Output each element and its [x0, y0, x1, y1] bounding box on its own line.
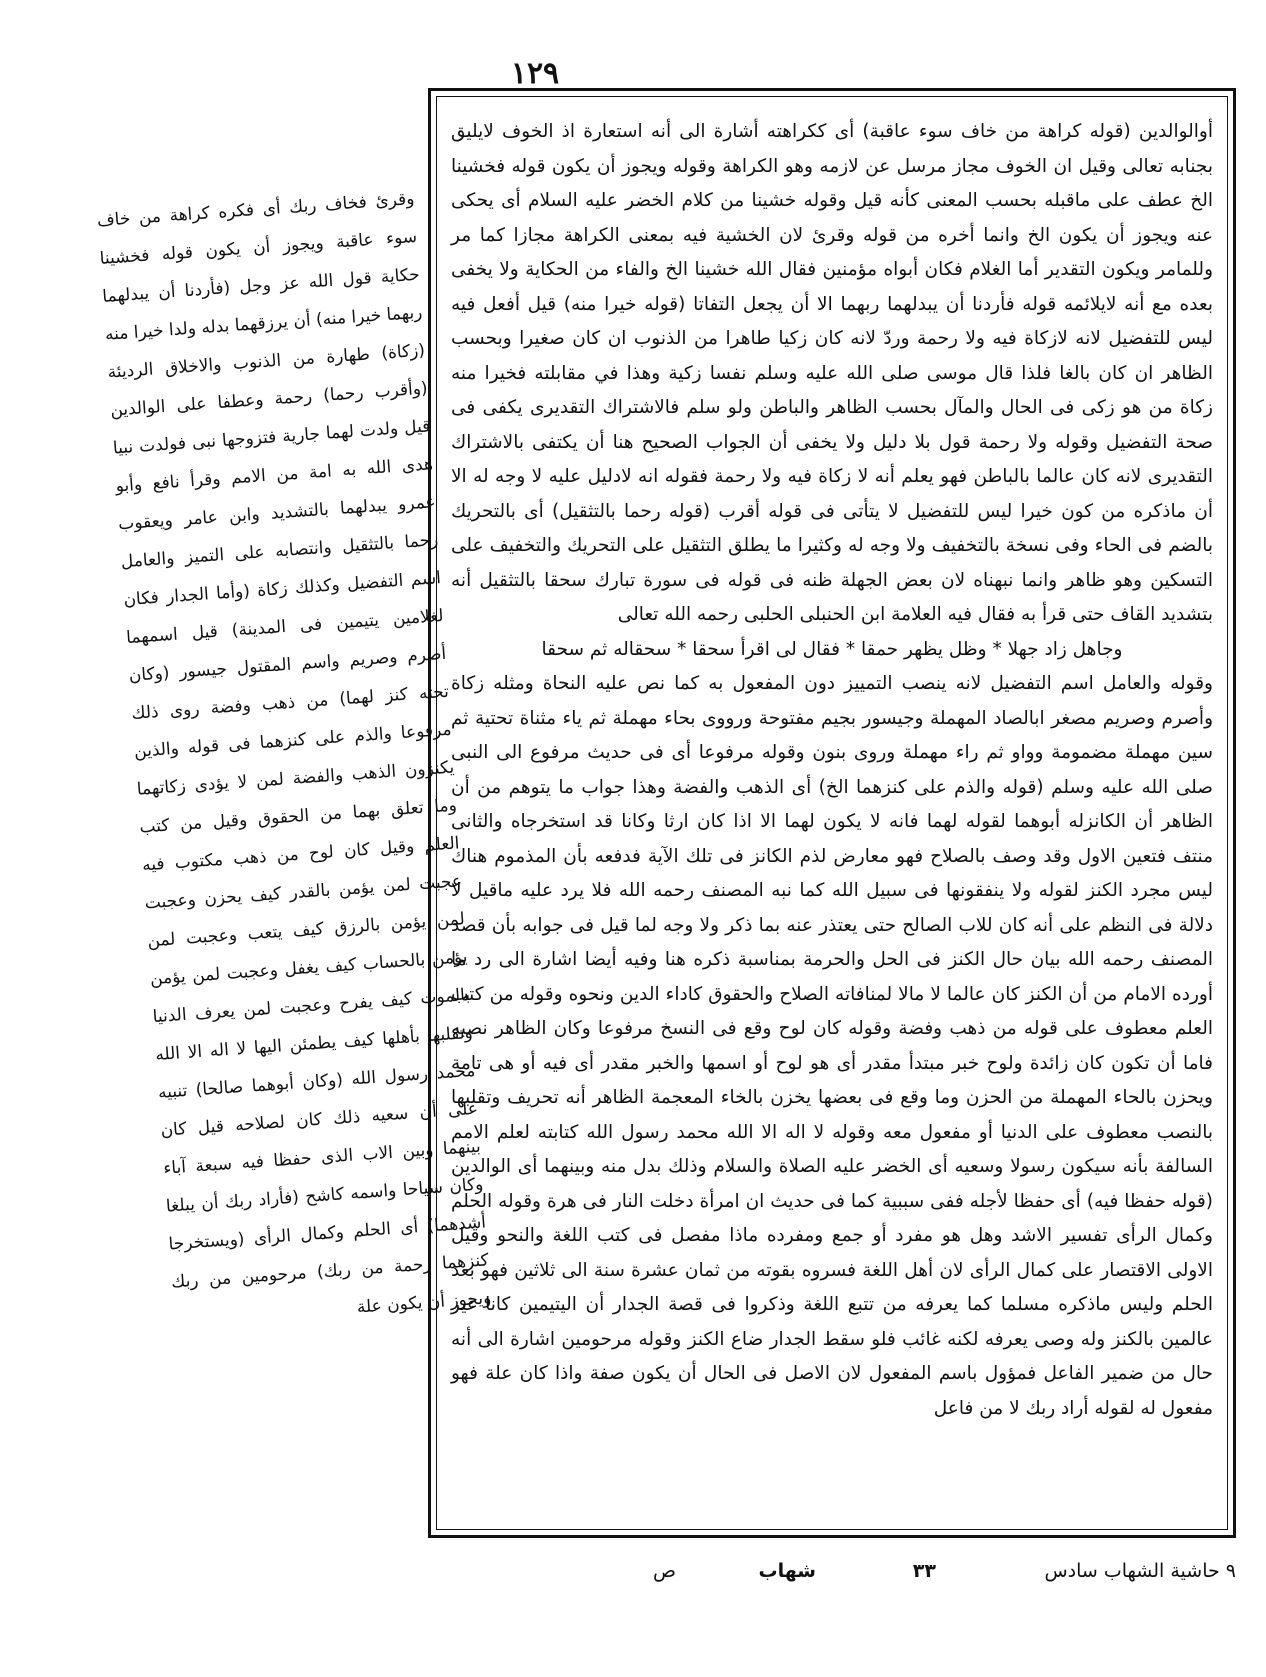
footer-signature-number: ٣٣ — [912, 1560, 936, 1582]
footer-signature-label: شهاب — [758, 1560, 816, 1582]
footer-section-mark: ص — [653, 1560, 676, 1582]
marginal-text: وقرئ فخاف ربك أى فكره كراهة من خاف سوء عاقبة ويجوز أن يكون قوله فخشينا حكاية قول الله عز وجل (فأردنا أن يبدلهما ربهما خيرا منه) أن يرزقهما بدله ولدا خيرا منه (زكاة) طهارة من الذنوب والاخلاق الرديئة (وأقرب رحما) رحمة وعطفا على الوالدين قيل ولدت لهما جارية فتزوجها نبى فولدت نبيا هدى الله به امة من الامم وقرأ نافع وأبو عمرو يبدلهما بالتشديد وابن عامر ويعقوب رحما بالتثقيل وانتصابه على التميز والعامل اسم التفضيل وكذلك زكاة (وأما الجدار فكان لغلامين يتيمين فى المدينة) قيل اسمهما أصرم وصريم واسم المقتول جيسور (وكان تحته كنز لهما) من ذهب وفضة روى ذلك مرفوعا والذم على كنزهما فى قوله والذين يكنزون الذهب والفضة لمن لا يؤدى زكاتهما وما تعلق بهما من الحقوق وقيل من كتب العلم وقيل كان لوح من ذهب مكتوب فيه عجبت لمن يؤمن بالقدر كيف يحزن وعجبت لمن يؤمن بالرزق كيف يتعب وعجبت لمن يؤمن بالحساب كيف يغفل وعجبت لمن يؤمن بالموت كيف يفرح وعجبت لمن يعرف الدنيا وتقلبها بأهلها كيف يطمئن اليها لا اله الا الله محمد رسول الله (وكان أبوهما صالحا) تنبيه على أن سعيه ذلك كان لصلاحه قيل كان بينهما وبين الاب الذى حفظا فيه سبعة آباء وكان سياحا واسمه كاشح (فأراد ربك أن يبلغا أشدهما) أى الحلم وكمال الرأى (ويستخرجا كنزهما رحمة من ربك) مرحومين من ربك ويجوز أن يكون علة — [96, 188, 492, 1318]
marginal-column — [95, 180, 492, 1440]
commentary-text — [451, 115, 1213, 1426]
commentary-paragraph-2: وقوله والعامل اسم التفضيل لانه ينصب التمييز دون المفعول به كما نص عليه النحاة ومثله زكاة وأصرم وصريم مصغر ابالصاد المهملة وجيسور بجيم مفتوحة ورووى بحاء مهملة ثم ياء مثناة تحتية ثم سين مهملة مضمومة وواو ثم راء مهملة وروى بنون وقوله مرفوعا أى فى حديث مرفوع الى النبى صلى الله عليه وسلم (قوله والذم على كنزهما الخ) أى الذهب والفضة وهذا جواب ما يتوهم من أن الظاهر أن الكانزله أبوهما لقوله لهما فانه لا يكون لهما الا اذا كان ارثا وكانا قد استخرجاه والثانى منتف فتعين الاول وقد وصف بالصلاح فهو معارض لذم الكانز فى تلك الآية فدفعه بأن المذموم هناك ليس مجرد الكنز لقوله ولا ينفقونها فى سبيل الله كما نبه المصنف رحمه الله فلا يرد عليه ماقيل لا دلالة فى النظم على أنه كان للاب الصالح حتى يعتذر عنه بما ذكر ولا وجه لما قيل فى جوابه بأن قصد المصنف رحمه الله بيان حال الكنز فى الحل والحرمة بمناسبة ذكره هنا وفيه أيضا اشارة الى رد ما أورده الامام من أن الكنز كان عالما لا مالا لمنافاته الصلاح والحقوق كاداء الدين ونحوه وقوله من كتب العلم معطوف على قوله من ذهب وفضة وقوله كان لوح وقع فى النسخ مرفوعا وكان الظاهر نصبه فاما أن تكون كان زائدة ولوح خبر مبتدأ مقدر أى هو لوح أو اسمها والخبر مقدر أى فيه أو هى تامة ويحزن بالحاء المهملة من الحزن وما وقع فى بعضها يخزن بالخاء المعجمة الظاهر أنه تحريف وتقلبها بالنصب معطوف على الدنيا أو مفعول معه وقوله لا اله الا الله محمد رسول الله كتابته لعلم الامم السالفة بأنه سيكون رسولا وسعيه أى الخضر عليه الصلاة والسلام وذلك بدل منه وبينهما أى الوالدين (قوله حفظا فيه) أى حفظا لأجله ففى سببية كما فى حديث ان امرأة دخلت النار فى هرة وقوله الحلم وكمال الرأى تفسير الاشد وهل هو مفرد أو جمع ومفرده ماذا مفصل فى كتب اللغة والنحو وقيل الاولى الاقتصار على كمال الرأى لان أهل اللغة فسروه بقوته من ثمان عشرة سنة الى ثلاثين فهو بعد الحلم وليس ماذكره مسلما كما يعرفه من تتبع اللغة وذكروا فى قصة الجدار أن اليتيمين كانا غير عالمين بالكنز وله وصى يعرفه لكنه غائب فلو سقط الجدار ضاع الكنز وقوله مرحومين اشارة الى أنه حال من ضمير الفاعل فمؤول باسم المفعول لان الاصل فى الحال أن يكون صفة واذا كان علة فهو مفعول له لقوله أراد ربك لا من فاعل — [451, 673, 1213, 1419]
page-footer — [428, 1560, 1236, 1600]
commentary-paragraph-1: أوالوالدين (قوله كراهة من خاف سوء عاقبة) أى ككراهته أشارة الى أنه استعارة اذ الخوف لايليق بجنابه تعالى وقيل ان الخوف مجاز مرسل عن لازمه وهو الكراهة وقوله ويجوز أن يكون قوله فخشينا الخ عطف على ماقبله بحسب المعنى كأنه قيل وقوله خشينا من كلام الخضر عليه السلام أى يحكى عنه ويجوز أن يكون الخ وانما أخره من قوله وقرئ لان الخشية فيه بمعنى الكراهة مجازا كما مر وللمامر ويكون التقدير أما الغلام فكان أبواه مؤمنين فقال الله خشينا الخ والفاء من الحكاية ولا يخفى بعده مع أنه لايلائمه قوله فأردنا أن يبدلهما ربهما الا أن يجعل التفاتا (قوله خيرا منه) قيل أفعل فيه ليس للتفضيل لانه لازكاة فيه ولا رحمة وردّ لانه كان زكيا طاهرا من الذنوب ان كان صغيرا وبحسب الظاهر ان كان بالغا فلذا قال موسى صلى الله عليه وسلم نفسا زكية وهذا في مقابلته فخيرا منه زكاة من هو زكى فى الحال والمآل بحسب الظاهر والباطن ولو سلم فالاشتراك التقديرى يكفى فى صحة التفضيل وقوله ولا رحمة قول بلا دليل ولا يخفى أن الجواب الصحيح هنا أن يكتفى بالاشتراك التقديرى لانه كان عالما بالباطن فهو يعلم أنه لا زكاة فيه ولا رحمة فقوله انه لادليل عليه لا وجه له الا أن ماذكره من كون خيرا ليس للتفضيل لا يتأتى فى قوله أقرب (قوله رحما بالتثقيل) أى بالتحريك بالضم فى الحاء وفى نسخة بالتخفيف ولا وجه له وكثيرا ما يطلق التثقيل على التحريك والتخفيف على التسكين وهو ظاهر وانما نبهناه لان بعض الجهلة ظنه فى قوله فى سورة تبارك سحقا بالتثقيل أنه بتشديد القاف حتى قرأ به فقال فيه العلامة ابن الحنبلى الحلبى رحمه الله تعالى — [451, 121, 1213, 625]
page-number: ١٢٩ — [510, 56, 560, 91]
poem-verse: وجاهل زاد جهلا * وظل يظهر حمقا * فقال لى اقرأ سحقا * سحقاله ثم سحقا — [541, 638, 1123, 660]
commentary-frame — [428, 88, 1236, 1538]
commentary-frame-inner — [436, 96, 1228, 1530]
footer-book-title: ٩ حاشية الشهاب سادس — [1044, 1560, 1236, 1582]
